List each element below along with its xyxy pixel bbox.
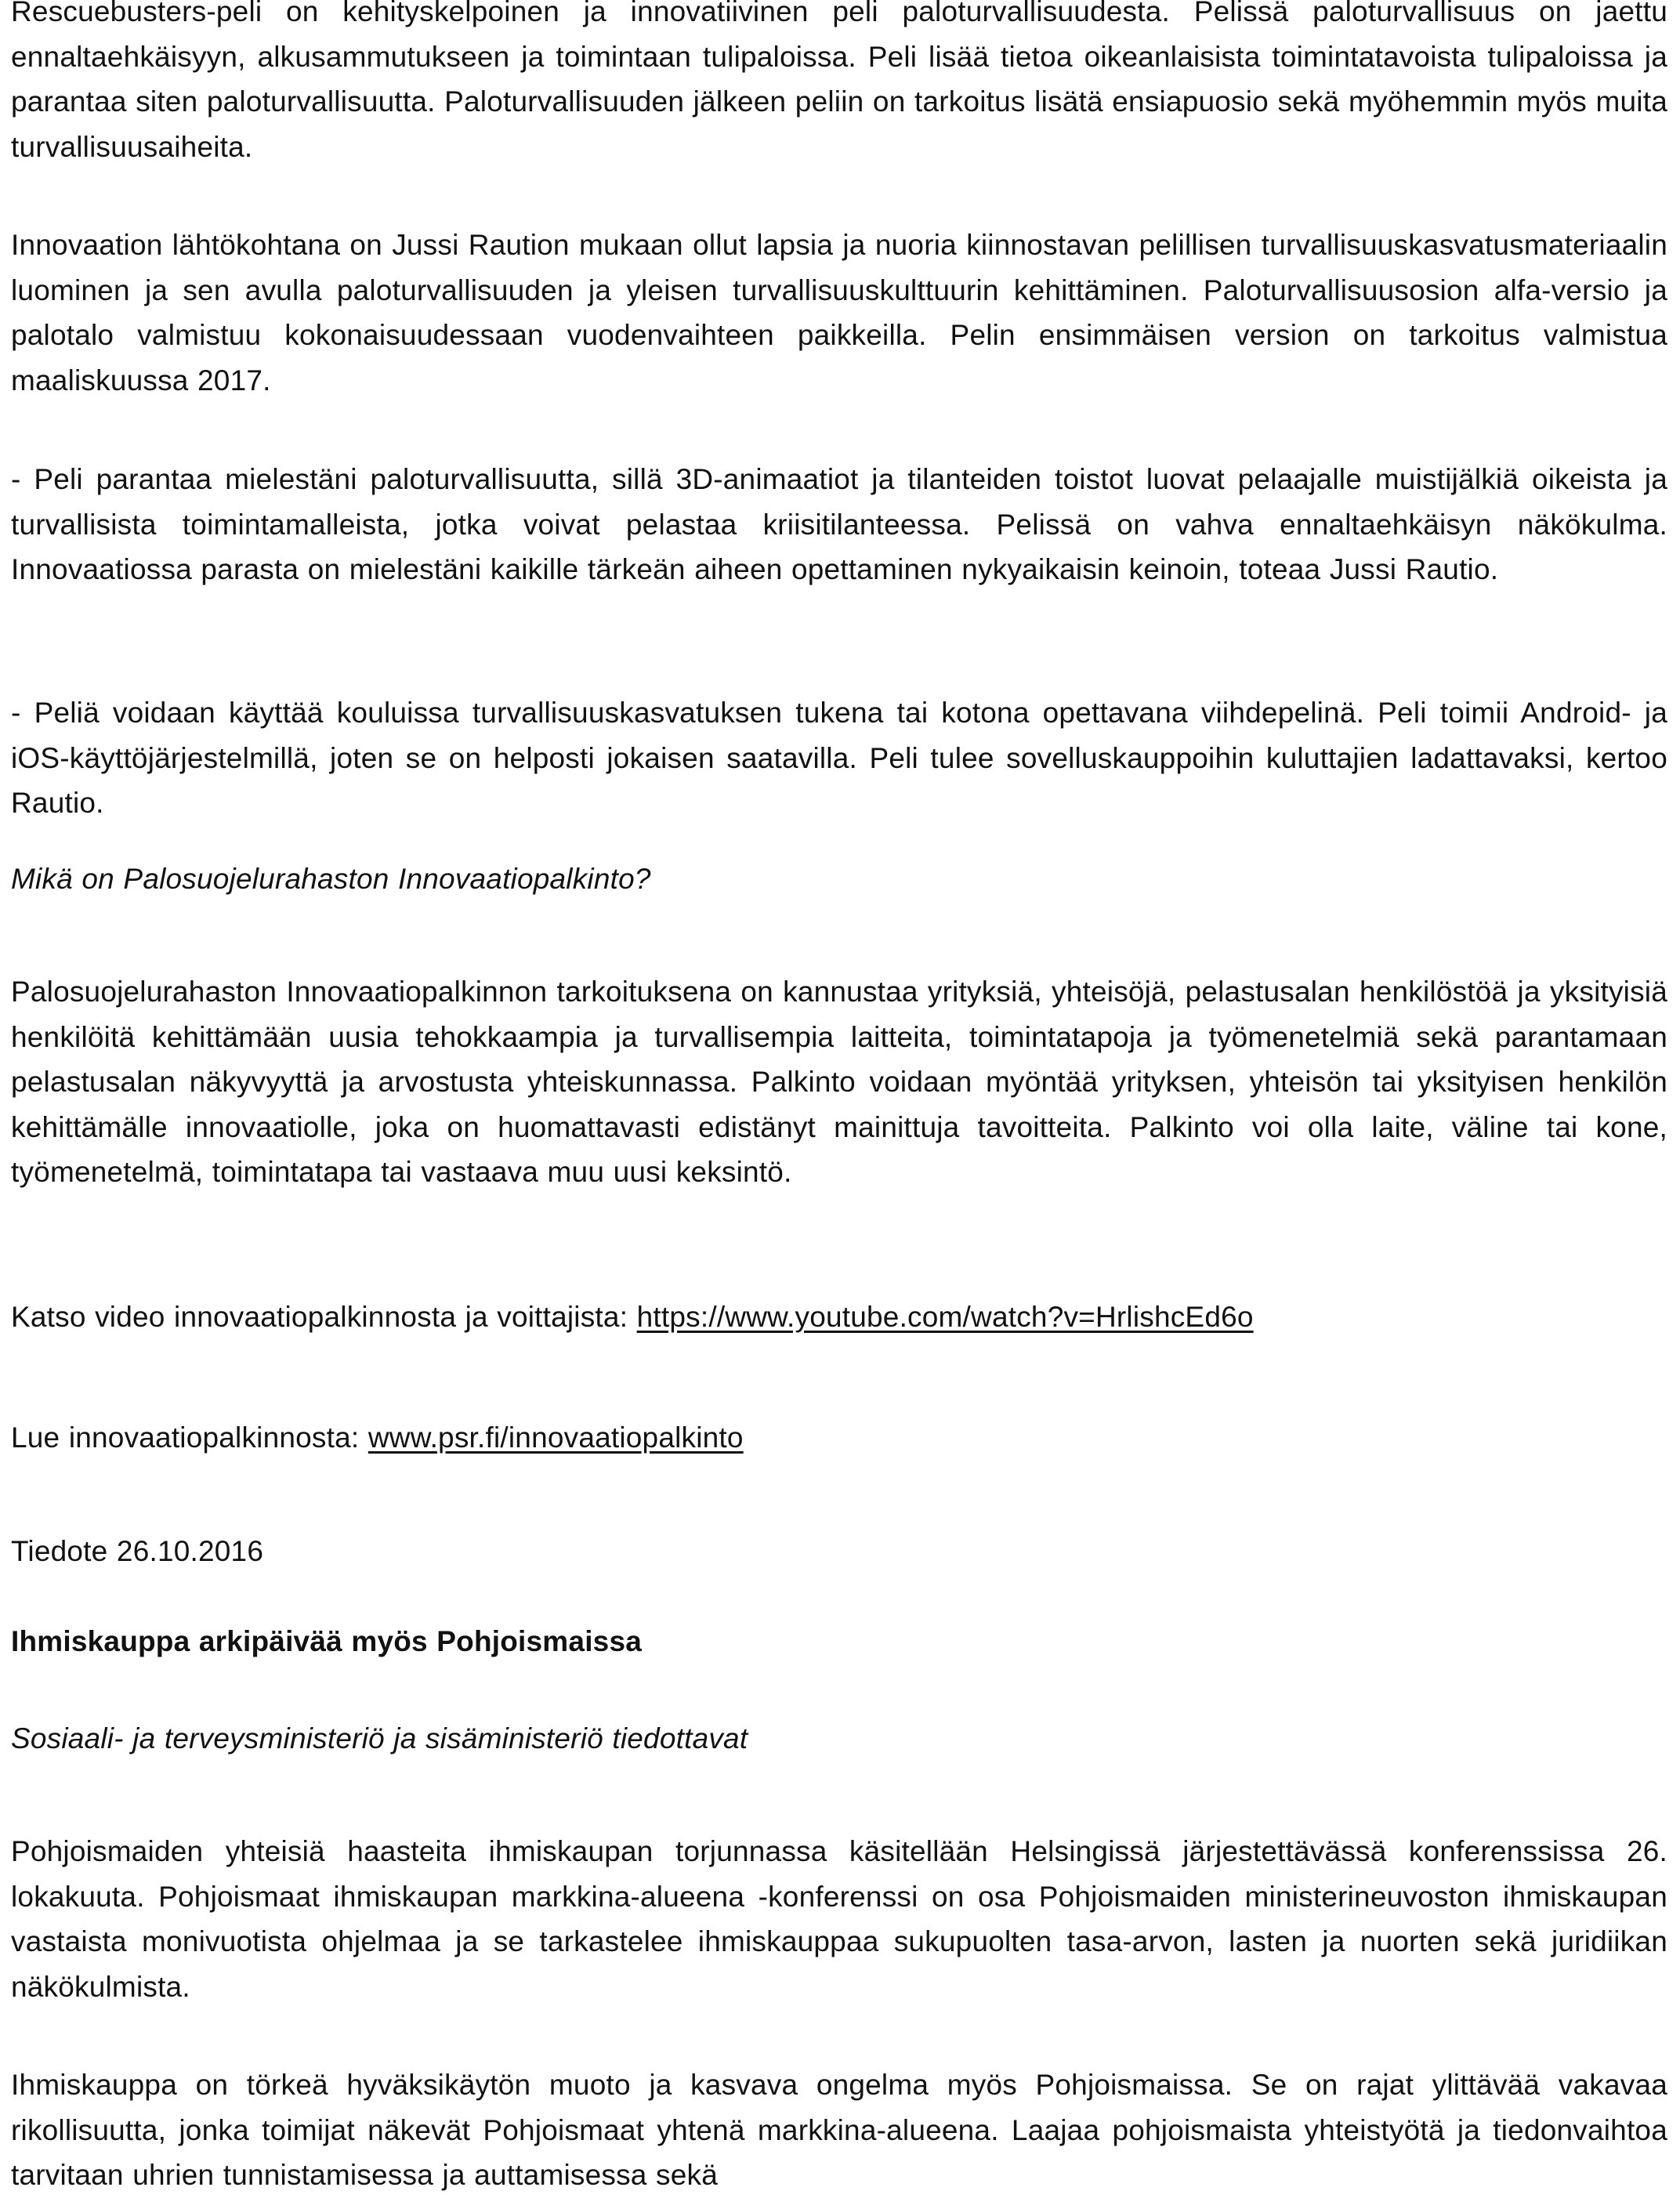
subheading-award-question: Mikä on Palosuojelurahaston Innovaatiopalkinto? (11, 863, 651, 895)
paragraph-innovation-origin: Innovaation lähtökohtana on Jussi Raution mukaan ollut lapsia ja nuoria kiinnostavan pelillisen turvallisuuskasvatusmateriaalin luominen ja sen avulla paloturvallisuuden ja yleisen turvallisuuskulttuurin kehittäminen. Paloturvallisuusosion alfa-versio ja palotalo valmistuu kokonaisuudessaan vuodenvaihteen paikkeilla. Pelin ensimmäisen version on tarkoitus valmistua maaliskuussa 2017. (11, 229, 1667, 397)
paragraph-quote-usage: - Peliä voidaan käyttää kouluissa turvallisuuskasvatuksen tukena tai kotona opettavana viihdepelinä. Peli toimii Android- ja iOS-käyttöjärjestelmillä, joten se on helposti jokaisen saatavilla. Peli tulee sovelluskauppoihin kuluttajien ladattavaksi, kertoo Rautio. (11, 697, 1667, 819)
article-headline: Ihmiskauppa arkipäivää myös Pohjoismaissa (11, 1625, 643, 1657)
paragraph-quote-safety: - Peli parantaa mielestäni paloturvallisuutta, sillä 3D-animaatiot ja tilanteiden toistot luovat pelaajalle muistijälkiä oikeista ja turvallisista toimintamalleista, jotka voivat pelastaa kriisitilanteessa. Pelissä on vahva ennaltaehkäisyn näkökulma. Innovaatiossa parasta on mielestäni kaikille tärkeän aiheen opettaminen nykyaikaisin keinoin, toteaa Jussi Rautio. (11, 463, 1667, 585)
paragraph-conference: Pohjoismaiden yhteisiä haasteita ihmiskaupan torjunnassa käsitellään Helsingissä järjestettävässä konferenssissa 26. lokakuuta. Pohjoismaat ihmiskaupan markkina-alueena -konferenssi on osa Pohjoismaiden ministerineuvoston ihmiskaupan vastaista monivuotista ohjelmaa ja se tarkastelee ihmiskauppaa sukupuolten tasa-arvon, lasten ja nuorten sekä juridiikan näkökulmista. (11, 1835, 1667, 2003)
press-release-date: Tiedote 26.10.2016 (11, 1535, 264, 1567)
video-link[interactable]: https://www.youtube.com/watch?v=HrlishcEd6o (636, 1301, 1254, 1333)
video-line (11, 1295, 1667, 1340)
paragraph-award-description: Palosuojelurahaston Innovaatiopalkinnon tarkoituksena on kannustaa yrityksiä, yhteisöjä, pelastusalan henkilöstöä ja yksityisiä henkilöitä kehittämään uusia tehokkaampia ja turvallisempia laitteita, toimintatapoja ja työmenetelmiä sekä parantamaan pelastusalan näkyvyyttä ja arvostusta yhteiskunnassa. Palkinto voidaan myöntää yrityksen, yhteisön tai yksityisen henkilön kehittämälle innovaatiolle, joka on huomattavasti edistänyt mainittuja tavoitteita. Palkinto voi olla laite, väline tai kone, työmenetelmä, toimintatapa tai vastaava muu uusi keksintö. (11, 976, 1667, 1188)
paragraph-trafficking: Ihmiskauppa on törkeä hyväksikäytön muoto ja kasvava ongelma myös Pohjoismaissa. Se on rajat ylittävää vakavaa rikollisuutta, jonka toimijat näkevät Pohjoismaat yhtenä markkina-alueena. Laajaa pohjoismaista yhteistyötä ja tiedonvaihtoa tarvitaan uhrien tunnistamisessa ja auttamisessa sekä (11, 2069, 1667, 2191)
video-label: Katso video innovaatiopalkinnosta ja voittajista: (11, 1301, 637, 1333)
read-more-line (11, 1415, 1667, 1461)
article-byline: Sosiaali- ja terveysministeriö ja sisäministeriö tiedottavat (11, 1722, 748, 1754)
read-more-label: Lue innovaatiopalkinnosta: (11, 1421, 368, 1454)
paragraph-rescuebusters-intro: Rescuebusters-peli on kehityskelpoinen ja innovatiivinen peli paloturvallisuudesta. Pelissä paloturvallisuus on jaettu ennaltaehkäisyyn, alkusammutukseen ja toimintaan tulipaloissa. Peli lisää tietoa oikeanlaisista toimintatavoista tulipaloissa ja parantaa siten paloturvallisuutta. Paloturvallisuuden jälkeen peliin on tarkoitus lisätä ensiapuosio sekä myöhemmin myös muita turvallisuusaiheita. (11, 0, 1667, 163)
read-more-link[interactable]: www.psr.fi/innovaatiopalkinto (368, 1421, 744, 1454)
